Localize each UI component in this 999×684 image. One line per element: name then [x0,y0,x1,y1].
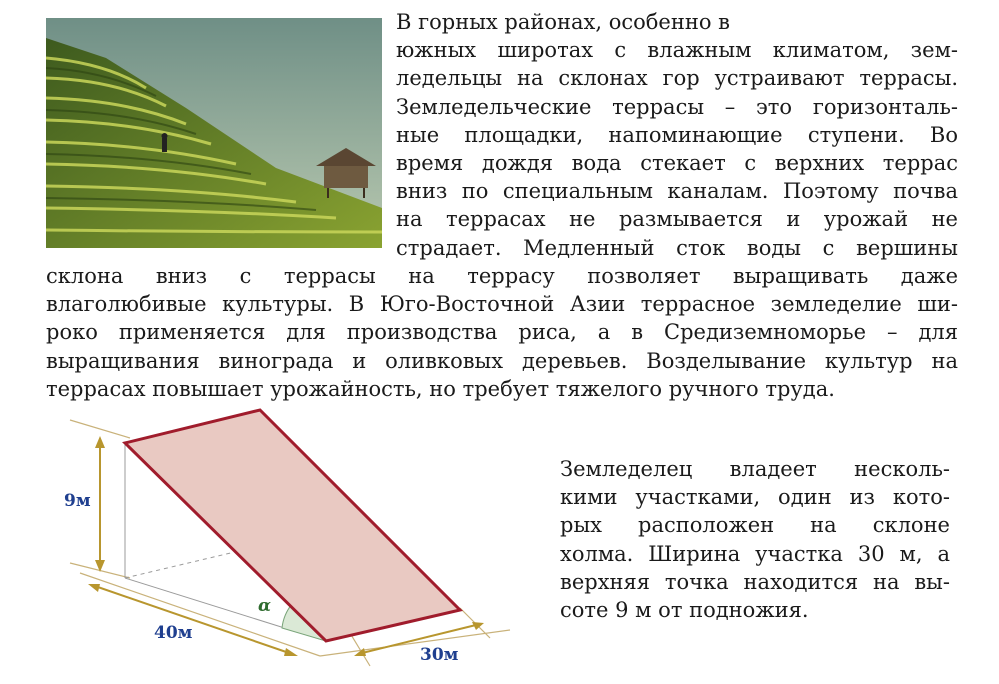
task-line: соте 9 м от подножия. [560,598,809,623]
intro-line: на террасах не размывается и урожай не [396,207,958,232]
intro-line: Земледельческие террасы – это горизонталь- [396,94,958,119]
height-guide-top [70,420,130,438]
main-paragraph [46,262,958,403]
paragraph-line: влаголюбивые культуры. В Юго-Восточной Азии террасное земледелие ши- [46,292,958,317]
length-arrow-head-left [88,584,100,592]
paragraph-line: склона вниз с террасы на террасу позволяет выращивать даже [46,264,958,288]
paragraph-line: террасах повышает урожайность, но требует тяжелого ручного труда. [46,376,835,401]
length-arrow-head-right [284,648,298,656]
intro-paragraph [396,8,958,262]
intro-line: ледельцы на склонах гор устраивают террасы. [396,66,958,91]
task-line: Земледелец владеет несколь- [560,457,950,481]
intro-line: время дождя вода стекает с верхних террас [396,151,958,176]
paragraph-line: роко применяется для производства риса, а в Средиземноморье – для [46,320,958,345]
width-label: 30м [420,645,459,665]
task-line: кими участками, один из кото- [560,485,950,510]
intro-line: страдает. Медленный сток воды с вершины [396,235,958,260]
intro-line: вниз по специальным каналам. Поэтому почва [396,179,958,204]
terraces-image [46,18,382,248]
angle-label: α [258,596,272,616]
height-arrow-head-top [95,436,105,448]
intro-line: В горных районах, особенно в [396,10,730,34]
task-paragraph [560,455,950,624]
rice-terraces-photo [46,18,382,248]
intro-line: ные площадки, напоминающие ступени. Во [396,122,958,147]
paragraph-line: выращивания винограда и оливковых деревьев. Возделывание культур на [46,348,958,373]
length-label: 40м [154,623,193,643]
task-line: холма. Ширина участка 30 м, а [560,541,950,566]
task-line: верхняя точка находится на вы- [560,569,950,594]
slope-plot-diagram [20,398,540,678]
task-line: рых расположен на склоне [560,513,950,538]
height-label: 9м [64,491,91,511]
intro-line: южных широтах с влажным климатом, зем- [396,38,958,63]
